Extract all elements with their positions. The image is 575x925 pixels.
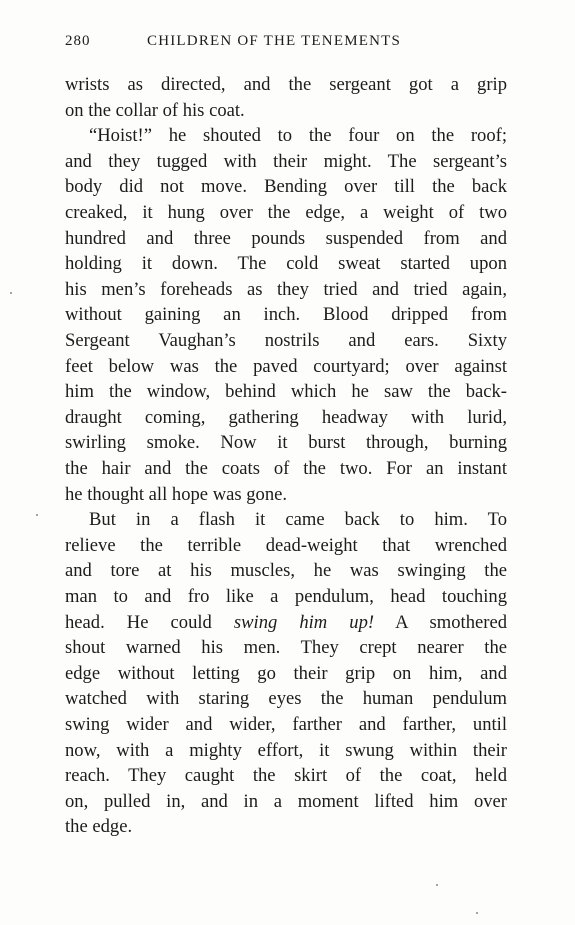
- text-line: [65, 354, 507, 379]
- line-text: draught coming, gathering headway with lurid,: [65, 406, 507, 428]
- text-line: [65, 661, 507, 686]
- line-text: holding it down. The cold sweat started upon: [65, 253, 507, 275]
- line-text: hundred and three pounds suspended from and: [65, 227, 507, 249]
- scan-speck: [436, 884, 438, 886]
- text-line: [65, 72, 507, 97]
- text-line: [65, 686, 507, 711]
- text-line: [65, 149, 507, 174]
- text-line: [89, 507, 507, 532]
- text-line: [65, 558, 507, 583]
- line-text: now, with a mighty effort, it swung within their: [65, 739, 507, 761]
- line-text: and they tugged with their might. The sergeant’s: [65, 150, 507, 172]
- line-text: on, pulled in, and in a moment lifted him over: [65, 790, 507, 812]
- line-text: “Hoist!” he shouted to the four on the roof;: [89, 125, 507, 147]
- text-line: [65, 584, 507, 609]
- text-line: [65, 610, 507, 635]
- line-text: swirling smoke. Now it burst through, burning: [65, 432, 507, 454]
- text-line: [65, 328, 507, 353]
- text-line: [65, 98, 507, 123]
- text-line: [65, 379, 507, 404]
- text-line: [65, 738, 507, 763]
- text-line: [65, 430, 507, 455]
- text-line: [65, 174, 507, 199]
- text-line: [65, 635, 507, 660]
- text-line: [65, 251, 507, 276]
- line-text: feet below was the paved courtyard; over against: [65, 355, 507, 377]
- text-line: [65, 277, 507, 302]
- line-text: man to and fro like a pendulum, head touching: [65, 586, 507, 607]
- page-number: 280: [65, 33, 91, 49]
- text-line: [65, 789, 507, 814]
- text-line: [65, 456, 507, 481]
- text-line: [65, 533, 507, 558]
- line-text: Sergeant Vaughan’s nostrils and ears. Sixty: [65, 330, 507, 351]
- line-text: without gaining an inch. Blood dripped from: [65, 304, 507, 326]
- text-line: [65, 405, 507, 430]
- scan-speck: [36, 514, 38, 516]
- text-line: [65, 814, 507, 839]
- line-text: him the window, behind which he saw the back-: [65, 381, 507, 403]
- line-text: edge without letting go their grip on him, and: [65, 662, 507, 684]
- text-line: [65, 712, 507, 737]
- text-line: [65, 226, 507, 251]
- line-text: reach. They caught the skirt of the coat, held: [65, 765, 507, 787]
- scan-speck: [10, 292, 12, 294]
- text-line: [89, 123, 507, 148]
- line-text: But in a flash it came back to him. To: [89, 509, 507, 531]
- line-text: creaked, it hung over the edge, a weight of two: [65, 202, 507, 223]
- line-text: swing wider and wider, farther and farther, until: [65, 714, 507, 735]
- italic-phrase: swing him up!: [233, 611, 375, 633]
- line-text: his men’s foreheads as they tried and tried again,: [65, 278, 507, 300]
- line-text: body did not move. Bending over till the back: [65, 176, 507, 198]
- line-text: wrists as directed, and the sergeant got a grip: [65, 74, 507, 95]
- line-text: the edge.: [65, 816, 133, 838]
- text-line: [65, 763, 507, 788]
- line-text: A smothered: [374, 611, 508, 633]
- text-line: [65, 482, 507, 507]
- line-text: he thought all hope was gone.: [65, 483, 288, 505]
- line-text: shout warned his men. They crept nearer the: [65, 637, 507, 659]
- line-text: watched with staring eyes the human pendulum: [65, 688, 507, 710]
- line-text: head. He could: [65, 611, 234, 633]
- text-line: [65, 200, 507, 225]
- text-line: [65, 302, 507, 327]
- line-text: the hair and the coats of the two. For an instant: [65, 458, 507, 479]
- line-text: relieve the terrible dead-weight that wrenched: [65, 534, 507, 556]
- running-head: CHILDREN OF THE TENEMENTS: [147, 33, 402, 49]
- line-text: and tore at his muscles, he was swinging the: [65, 560, 507, 582]
- line-text: on the collar of his coat.: [65, 99, 245, 121]
- scan-speck: [476, 912, 478, 914]
